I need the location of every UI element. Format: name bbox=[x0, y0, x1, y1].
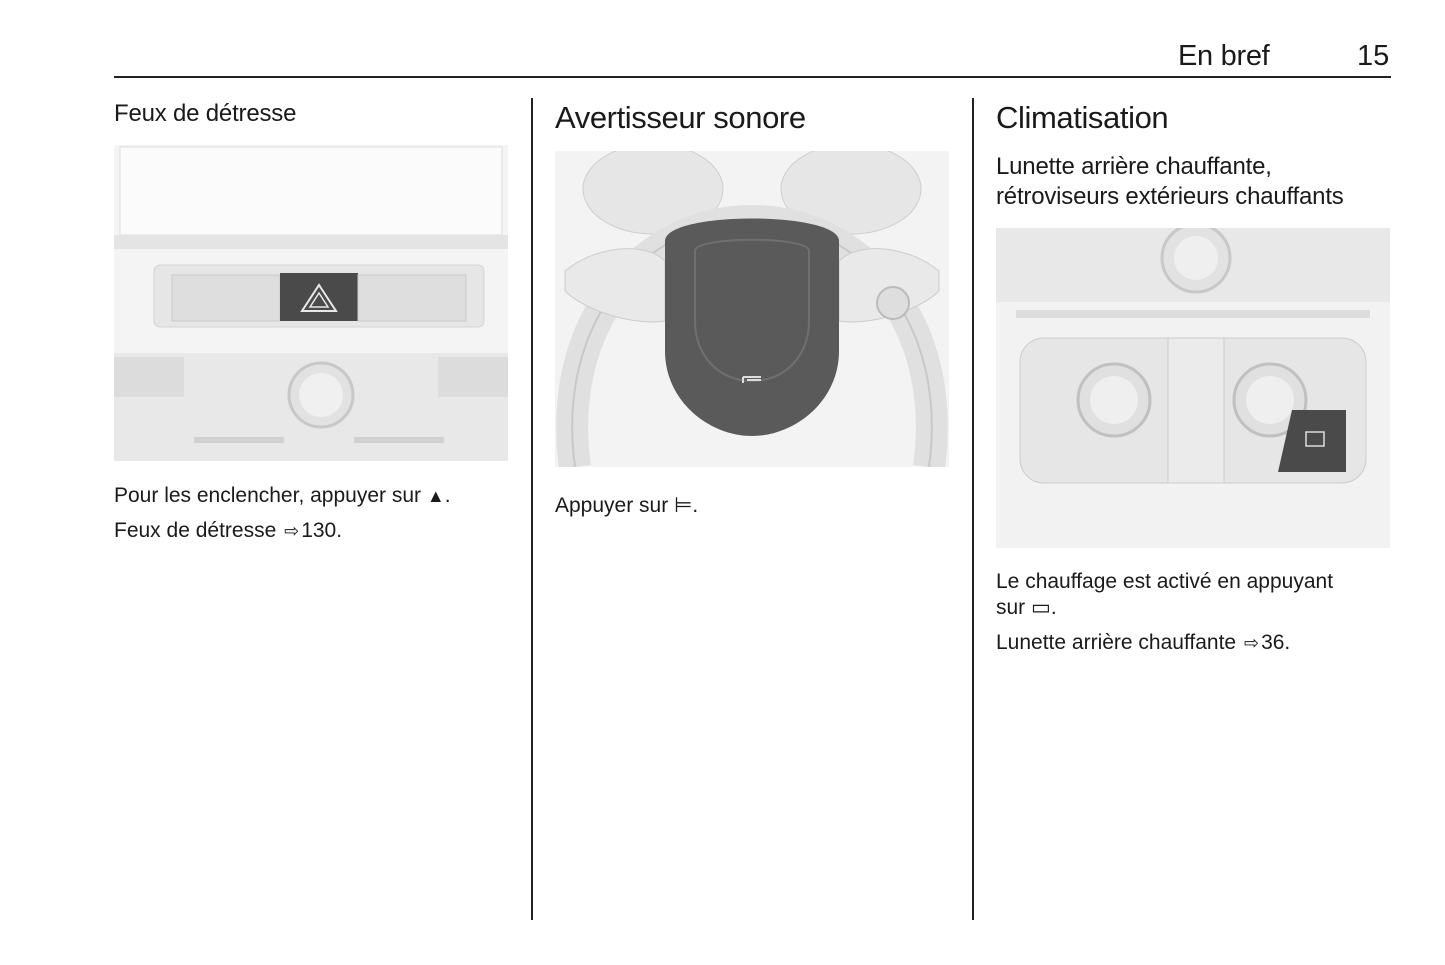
section-heading-horn: Avertisseur sonore bbox=[555, 100, 806, 135]
climate-figure bbox=[996, 228, 1390, 548]
subheading-rear-window-line2: rétroviseurs extérieurs chauffants bbox=[996, 183, 1344, 210]
horn-instruction-text: Appuyer sur bbox=[555, 494, 669, 517]
climate-crossref-page[interactable]: 36. bbox=[1261, 631, 1291, 654]
hazard-switch-illustration bbox=[114, 145, 508, 461]
section-climate bbox=[996, 98, 1392, 212]
page-number: 15 bbox=[1357, 40, 1390, 72]
hazard-warning-icon: ▲ bbox=[426, 486, 445, 506]
hazard-crossref bbox=[114, 518, 514, 544]
hazard-crossref-page[interactable]: 130. bbox=[301, 519, 343, 542]
climate-instruction-line2: sur bbox=[996, 596, 1026, 619]
column-divider-2 bbox=[972, 98, 974, 920]
steering-wheel-illustration bbox=[555, 151, 949, 467]
section-horn bbox=[555, 98, 951, 136]
horn-figure bbox=[555, 151, 949, 467]
climate-panel-illustration bbox=[996, 228, 1390, 548]
hazard-switch-figure bbox=[114, 145, 508, 461]
section-heading-climate: Climatisation bbox=[996, 100, 1169, 135]
climate-instruction-end: . bbox=[1050, 596, 1057, 619]
crossref-arrow-icon: ⇨ bbox=[284, 521, 300, 541]
hazard-instruction bbox=[114, 483, 514, 509]
climate-crossref bbox=[996, 630, 1396, 656]
climate-instruction-line1: Le chauffage est activé en appuyant bbox=[996, 570, 1334, 593]
column-divider-1 bbox=[531, 98, 533, 920]
hazard-instruction-text: Pour les enclencher, appuyer sur bbox=[114, 484, 422, 507]
climate-crossref-text: Lunette arrière chauffante bbox=[996, 631, 1237, 654]
crossref-arrow-icon: ⇨ bbox=[1243, 633, 1260, 653]
subheading-rear-window-line1: Lunette arrière chauffante, bbox=[996, 153, 1272, 180]
horn-instruction bbox=[555, 493, 955, 519]
horn-icon: ⊨ bbox=[674, 494, 693, 517]
section-heading-hazard: Feux de détresse bbox=[114, 100, 297, 127]
rear-window-heater-icon: ▭ bbox=[1031, 596, 1051, 619]
climate-instruction bbox=[996, 569, 1396, 621]
hazard-crossref-text: Feux de détresse bbox=[114, 519, 277, 542]
horn-instruction-end: . bbox=[692, 494, 699, 517]
section-hazard-lights bbox=[114, 98, 510, 128]
hazard-instruction-end: . bbox=[444, 484, 451, 507]
header-rule bbox=[114, 76, 1391, 78]
running-header-title: En bref bbox=[1178, 40, 1270, 72]
